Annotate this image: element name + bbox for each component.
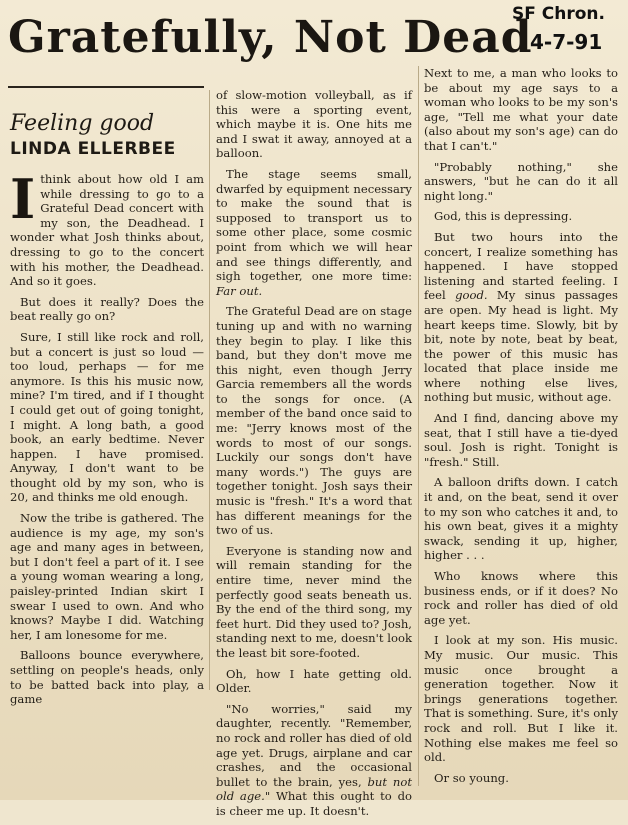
article-paragraph: Oh, how I hate getting old. Older.: [216, 666, 412, 696]
article-column-1: [10, 167, 204, 713]
handwritten-source-note: SF Chron.: [512, 4, 605, 24]
paragraph-text: My sinus passages are open. My head is light. My heart keeps time. Slowly, bit by bit, note by note, beat by beat, the power of this music has located that place inside me where nothing else lives, nothing but music, without age.: [424, 288, 618, 405]
article-paragraph: Sure, I still like rock and roll, but a concert is just so loud — too loud, perhaps — for me anymore. Is this his music now, mine? I'm tired, and if I thought I could get out of going tonight, I might. A long bath, a good book, an early bedtime. Never happen. I have promised. Anyway, I don't want to be thought old by my son, who is 20, and thinks me old enough.: [10, 329, 204, 505]
article-paragraph: I look at my son. His music. My music. Our music. This music once brought a generation together. Now it brings generations together. That is something. Sure, it's only rock and roll. But I like it. Nothing else makes me feel so old.: [424, 633, 618, 765]
paragraph-text: But two hours into the concert, I realize something has happened. I have stopped listening and started feeling. I feel: [424, 229, 618, 303]
article-paragraph: "Probably nothing," she answers, "but he can do it all night long.": [424, 159, 618, 203]
article-paragraph: Next to me, a man who looks to be about my age says to a woman who looks to be my son's age, "Tell me what your date (also about my son's age) can do that I can't.": [424, 66, 618, 153]
headline: Gratefully, Not Dead: [8, 12, 533, 63]
article-paragraph: [424, 230, 618, 405]
article-column-3: [424, 66, 618, 791]
article-paragraph: [216, 167, 412, 298]
emphasis-text: Far out.: [216, 283, 263, 298]
article-paragraph: The Grateful Dead are on stage tuning up and with no warning they begin to play. I like this band, but they don't move me this night, even though Jerry Garcia remembers all the words to the songs for once. (A member of the band once said to me: "Jerry knows most of the words to most of our songs. Luckily our songs don't have many words.") The guys are together tonight. Josh says their music is "fresh." It's a word that has different meanings for the two of us.: [216, 304, 412, 538]
article-paragraph: Balloons bounce everywhere, settling on people's heads, only to be batted back into play, a game: [10, 648, 204, 707]
paragraph-text: " What this ought to do is cheer me up. It doesn't.: [216, 789, 412, 818]
paragraph-text: The stage seems small, dwarfed by equipment necessary to make the sound that is supposed to transport us to some other place, some cosmic point from which we will hear and see things differently, and sigh together, one more time:: [216, 166, 412, 284]
column-divider: [418, 66, 419, 786]
handwritten-date-note: 4-7-91: [530, 30, 603, 54]
emphasis-text: but not old age.: [216, 774, 412, 804]
article-paragraph: God, this is depressing.: [434, 209, 573, 224]
header-rule: [8, 86, 204, 88]
article-paragraph: of slow-motion volleyball, as if this were a sporting event, which maybe it is. One hits me and I swat it away, annoyed at a balloon.: [216, 88, 412, 161]
drop-cap: I: [10, 167, 36, 231]
article-paragraph: But does it really? Does the beat really go on?: [10, 294, 204, 324]
article-paragraph: And I find, dancing above my seat, that I still have a tie-dyed soul. Josh is right. Tonight is "fresh." Still.: [424, 411, 618, 469]
column-divider: [209, 90, 210, 690]
emphasis-text: good.: [455, 288, 488, 303]
article-paragraph: [10, 167, 204, 289]
paragraph-text: "No worries," said my daughter, recently. "Remember, no rock and roller has died of old age yet. Drugs, airplane and car crashes, and the occasional bullet to the brain, yes,: [216, 701, 412, 789]
article-column-2: [216, 88, 412, 825]
article-paragraph: A balloon drifts down. I catch it and, on the beat, send it over to my son who catches it and, to his own beat, gives it a mighty swack, sending it up, higher, higher . . .: [424, 475, 618, 563]
article-paragraph: Who knows where this business ends, or if it does? No rock and roller has died of old age yet.: [424, 569, 618, 627]
article-paragraph: Everyone is standing now and will remain standing for the entire time, never mind the perfectly good seats beneath us. By the end of the third song, my feet hurt. Did they used to? Josh, standing next to me, doesn't look the least bit sore-footed.: [216, 543, 412, 660]
article-paragraph: Now the tribe is gathered. The audience is my age, my son's age and many ages in between, but I don't feel a part of it. I see a young woman wearing a long, paisley-printed Indian skirt I swear I used to own. And who knows? Maybe I did. Watching her, I am lonesome for me.: [10, 511, 204, 642]
byline: LINDA ELLERBEE: [10, 139, 176, 159]
paragraph-text: think about how old I am while dressing to go to a Grateful Dead concert with my son, the Deadhead. I wonder what Josh thinks about, dressing to go to the concert with his mother, the Deadhead. And so it goes.: [10, 172, 204, 289]
article-paragraph: [216, 702, 412, 819]
column-kicker: Feeling good: [10, 111, 155, 136]
article-paragraph: Or so young.: [434, 770, 509, 785]
